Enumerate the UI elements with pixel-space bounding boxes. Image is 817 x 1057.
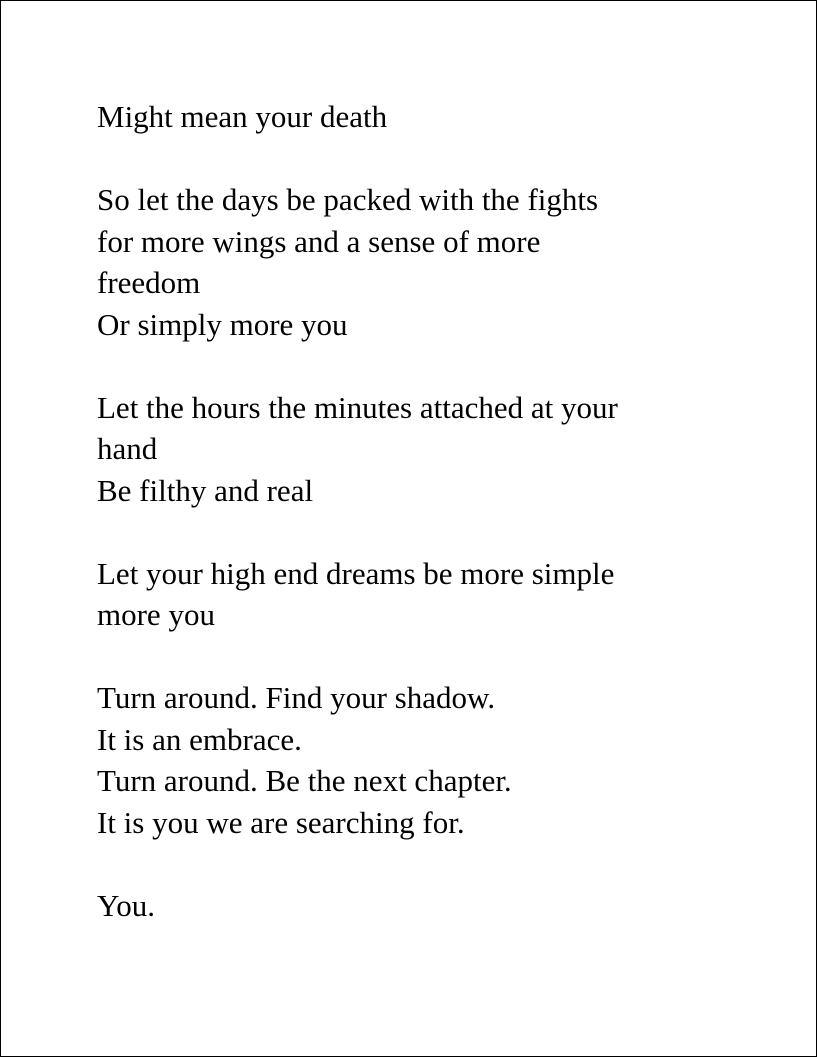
stanza-5	[97, 677, 747, 843]
stanza-2	[97, 179, 747, 345]
poem-line: It is you we are searching for.	[97, 804, 465, 840]
poem-line: Turn around. Be the next chapter.	[97, 763, 512, 798]
poem-line: Or simply more you	[97, 306, 348, 342]
stanza-3	[97, 387, 747, 512]
poem-line: hand	[97, 431, 158, 466]
stanza-4	[97, 553, 747, 636]
poem-line: So let the days be packed with the fights	[97, 182, 599, 217]
stanza-1	[97, 96, 747, 138]
poem-line: freedom	[97, 265, 201, 300]
poem-line: more you	[97, 597, 215, 632]
poem-line: Turn around. Find your shadow.	[97, 680, 496, 715]
poem-line: Be filthy and real	[97, 472, 314, 508]
poem-line: It is an embrace.	[97, 721, 302, 757]
stanza-6	[97, 885, 747, 927]
poem-line: Let the hours the minutes attached at your	[97, 389, 618, 425]
poem-line: Might mean your death	[97, 99, 388, 134]
poem-line: for more wings and a sense of more	[97, 223, 541, 259]
poem-line: You.	[97, 887, 156, 923]
poem-line: Let your high end dreams be more simple	[97, 555, 615, 591]
poem-body	[97, 96, 747, 926]
